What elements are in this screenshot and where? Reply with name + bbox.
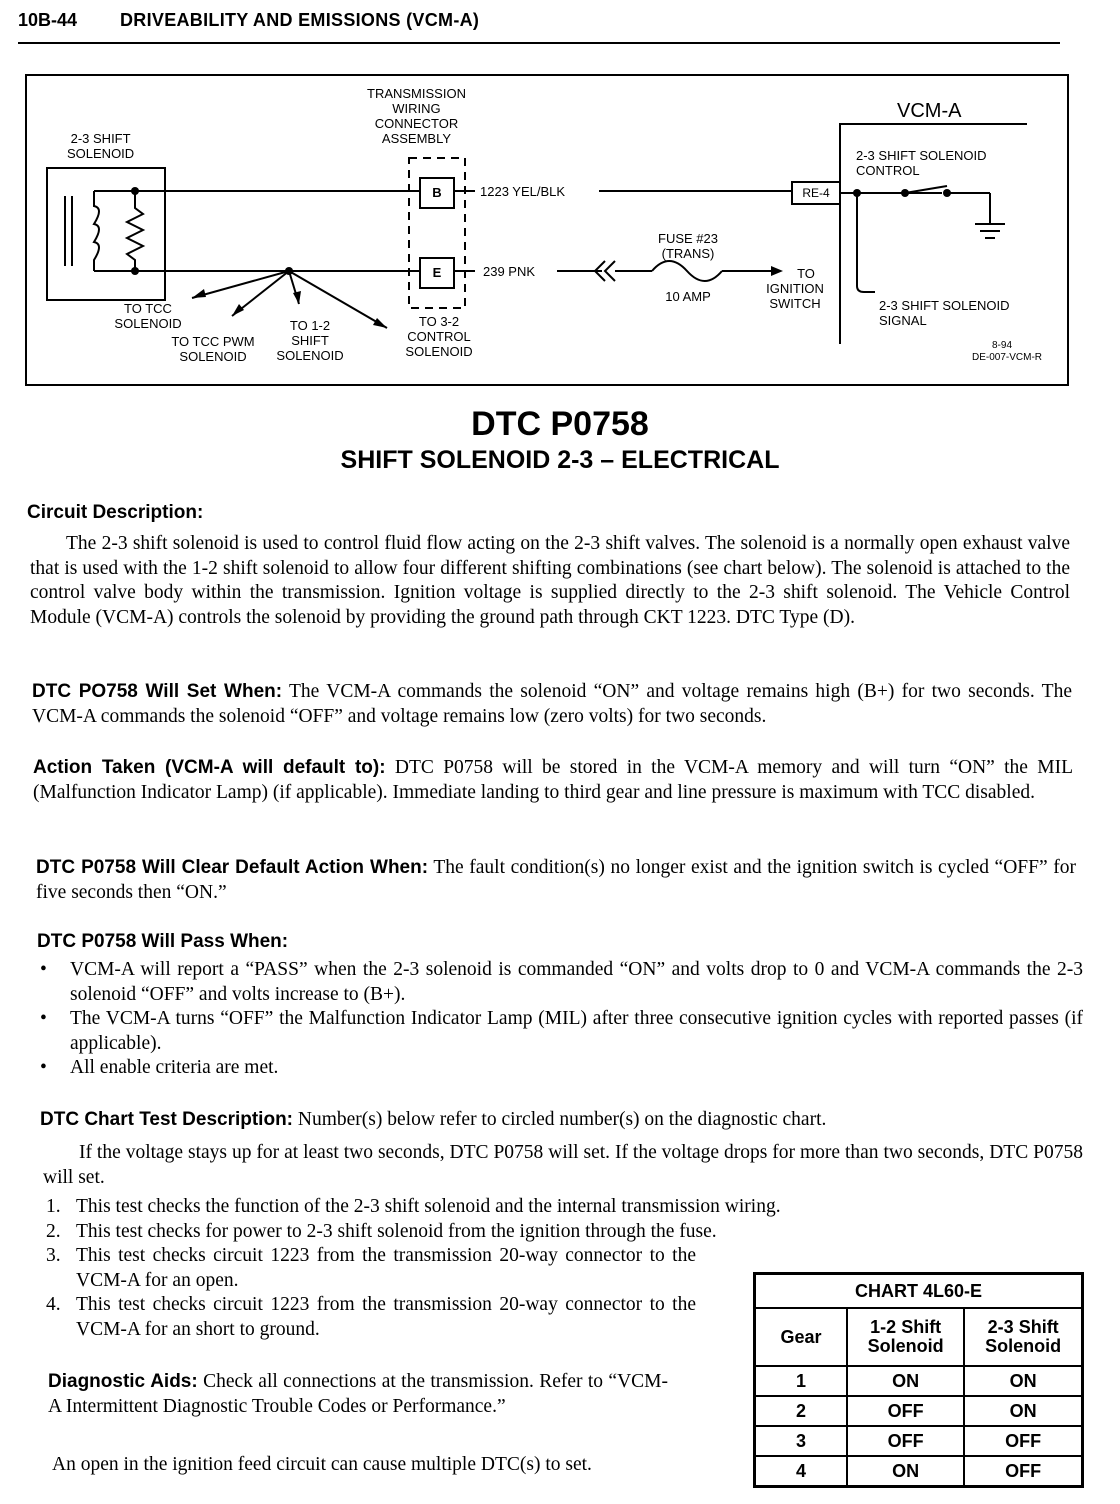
to-pwm-label [163, 334, 263, 364]
chart-test-intro: Number(s) below refer to circled number(s) on the diagnostic chart. [297, 1109, 827, 1130]
connector-label-line: WIRING [392, 101, 441, 116]
wire-1223-label: 1223 YEL/BLK [480, 184, 566, 199]
will-set-text: The VCM-A commands the solenoid “ON” and voltage remains high (B+) for two seconds. The VCM-A commands the solenoid “OFF” and voltage remains low (zero volts) for two seconds. [32, 681, 1072, 727]
fuse-label-line: (TRANS) [661, 246, 715, 261]
control-label-line: 2-3 SHIFT SOLENOID [856, 148, 987, 163]
bullet-icon: • [40, 959, 47, 980]
to-pwm-line: TO TCC PWM [171, 334, 255, 349]
fuse-label [642, 231, 734, 261]
clear-section [36, 856, 1076, 905]
test-text: This test checks for power to 2-3 shift solenoid from the ignition through the fuse. [76, 1220, 717, 1242]
page-number: 10B-44 [18, 10, 78, 30]
action-text: DTC P0758 will be stored in the VCM-A memory and will turn “ON” the MIL (Malfunction Indicator Lamp) (if applicable). Immediate landing to third gear and line pressure is maximum with TCC disabled. [33, 757, 1073, 803]
list-item [38, 958, 1083, 1007]
diagnostic-aids-heading: Diagnostic Aids: [48, 1371, 198, 1392]
signal-label-line: SIGNAL [879, 313, 927, 328]
chart-title: CHART 4L60-E [755, 1274, 1083, 1309]
table-row [755, 1426, 1083, 1456]
will-set-section [32, 680, 1072, 729]
solenoid-12-cell: OFF [847, 1396, 964, 1426]
column-header-line: Solenoid [985, 1336, 1062, 1356]
table-row [755, 1366, 1083, 1396]
test-number: 3. [46, 1245, 61, 1266]
test-text: This test checks circuit 1223 from the transmission 20-way connector to the VCM-A for an open. [76, 1245, 696, 1291]
ignition-label [755, 266, 835, 311]
table-row [755, 1396, 1083, 1426]
circuit-text: The 2-3 shift solenoid is used to control fluid flow acting on the 2-3 shift valves. The solenoid is a normally open exhaust valve that is used with the 1-2 shift solenoid to allow four different shifting combinations (see chart below). The solenoid is attached to the control valve body within the transmission. Ignition voltage is supplied directly to the 2-3 shift solenoid. The Vehicle Control Module (VCM-A) controls the solenoid by providing the ground path through CKT 1223. DTC Type (D). [30, 533, 1070, 628]
ignition-label-line: TO [797, 266, 815, 281]
list-item [38, 1007, 1083, 1056]
connector-label-line: ASSEMBLY [381, 131, 452, 146]
solenoid-12-cell: ON [847, 1456, 964, 1487]
test-text: This test checks the function of the 2-3 shift solenoid and the internal transmission wiring. [76, 1196, 781, 1217]
to-12-line: SOLENOID [276, 348, 344, 363]
solenoid-12-cell: OFF [847, 1426, 964, 1456]
to-12-label [267, 318, 353, 363]
action-section [33, 756, 1073, 805]
resistor-icon [127, 191, 143, 271]
wiring-diagram [25, 74, 1069, 386]
action-heading: Action Taken (VCM-A will default to): [33, 757, 386, 778]
control-label-line: CONTROL [856, 163, 920, 178]
column-header-line: 2-3 Shift [987, 1317, 1059, 1337]
gear-cell: 1 [755, 1366, 848, 1396]
ignition-label-line: IGNITION [766, 281, 824, 296]
pass-bullet-list [38, 958, 1083, 1081]
to-12-line: TO 1-2 [289, 318, 331, 333]
diagnostic-aids-text: Check all connections at the transmission. Refer to “VCM-A Intermittent Diagnostic Trouble Codes or Performance.” [48, 1371, 669, 1417]
list-item [46, 1293, 696, 1342]
solenoid-12-cell: ON [847, 1366, 964, 1396]
test-number: 1. [46, 1196, 61, 1217]
clear-text: The fault condition(s) no longer exist and the ignition switch is cycled “OFF” for five seconds then “ON.” [36, 857, 1076, 903]
diagnostic-aids-section [48, 1370, 668, 1419]
pin-b-label: B [432, 185, 442, 200]
connector-label-line: TRANSMISSION [367, 86, 466, 101]
wire-239-label: 239 PNK [483, 264, 536, 279]
fuse-label-line: FUSE #23 [658, 231, 718, 246]
chart-test-section [40, 1108, 1080, 1133]
signal-label [879, 298, 1010, 328]
test-number: 2. [46, 1220, 61, 1242]
to-32-label [393, 314, 485, 359]
list-item [46, 1220, 946, 1245]
clear-heading: DTC P0758 Will Clear Default Action When: [36, 857, 429, 878]
gear-cell: 3 [755, 1426, 848, 1456]
solenoid-label-line: 2-3 SHIFT [70, 131, 131, 146]
to-tcc-label [105, 301, 191, 331]
column-header-line: 1-2 Shift [870, 1317, 942, 1337]
date-code: 8-94 [991, 340, 1012, 351]
bullet-icon: • [40, 1057, 47, 1078]
bullet-text: All enable criteria are met. [70, 1057, 279, 1078]
bullet-text: The VCM-A turns “OFF” the Malfunction Indicator Lamp (MIL) after three consecutive ignition cycles with reported passes (if applicable). [70, 1008, 1083, 1054]
list-item [46, 1244, 696, 1293]
solenoid-label [67, 131, 134, 161]
gear-cell: 2 [755, 1396, 848, 1426]
to-tcc-line: SOLENOID [114, 316, 182, 331]
solenoid-23-cell: ON [964, 1396, 1082, 1426]
bullet-text: VCM-A will report a “PASS” when the 2-3 solenoid is commanded “ON” and volts drop to 0 and VCM-A commands the 2-3 solenoid “OFF” and volts increase to (B+). [70, 959, 1083, 1005]
column-header-23-solenoid [964, 1308, 1082, 1366]
to-32-line: SOLENOID [405, 344, 473, 359]
re4-terminal-label: RE-4 [802, 186, 830, 200]
dtc-code-title: DTC P0758 [471, 405, 649, 443]
vcm-title: VCM-A [897, 100, 962, 122]
solenoid-23-cell: ON [964, 1366, 1082, 1396]
test-text: This test checks circuit 1223 from the transmission 20-way connector to the VCM-A for an short to ground. [76, 1294, 696, 1340]
test-number: 4. [46, 1294, 61, 1315]
list-item [38, 1056, 1083, 1081]
chart-test-heading: DTC Chart Test Description: [40, 1109, 294, 1130]
gear-cell: 4 [755, 1456, 848, 1487]
connector-label [367, 86, 466, 146]
circuit-heading: Circuit Description: [27, 502, 204, 523]
chart-test-paragraph: If the voltage stays up for at least two seconds, DTC P0758 will set. If the voltage drops for more than two seconds, DTC P0758 will set. [43, 1142, 1083, 1188]
figure-id: DE-007-VCM-R [971, 352, 1042, 363]
shift-solenoid-chart [753, 1272, 1084, 1488]
diagnostic-aids-note: An open in the ignition feed circuit can cause multiple DTC(s) to set. [52, 1454, 592, 1475]
fuse-icon [652, 261, 722, 281]
to-pwm-line: SOLENOID [179, 349, 247, 364]
dtc-subtitle: SHIFT SOLENOID 2-3 – ELECTRICAL [340, 446, 780, 474]
ignition-label-line: SWITCH [769, 296, 821, 311]
to-12-line: SHIFT [291, 333, 329, 348]
column-header-12-solenoid [847, 1308, 964, 1366]
fuse-amp-label: 10 AMP [665, 289, 711, 304]
pin-e-label: E [432, 265, 442, 280]
page-header [18, 6, 1060, 44]
list-item [46, 1195, 946, 1220]
to-tcc-line: TO TCC [124, 301, 172, 316]
to-32-line: CONTROL [407, 329, 471, 344]
will-set-heading: DTC PO758 Will Set When: [32, 681, 283, 702]
solenoid-label-line: SOLENOID [67, 146, 135, 161]
table-row [755, 1456, 1083, 1487]
control-label [856, 148, 987, 178]
signal-label-line: 2-3 SHIFT SOLENOID [879, 298, 1010, 313]
connector-label-line: CONNECTOR [374, 116, 459, 131]
coil-icon [94, 191, 99, 271]
to-32-line: TO 3-2 [418, 314, 460, 329]
bullet-icon: • [40, 1008, 47, 1029]
column-header-gear: Gear [755, 1308, 848, 1366]
solenoid-23-cell: OFF [964, 1426, 1082, 1456]
pass-heading: DTC P0758 Will Pass When: [37, 931, 289, 952]
column-header-line: Solenoid [867, 1336, 944, 1356]
solenoid-23-cell: OFF [964, 1456, 1082, 1487]
section-title: DRIVEABILITY AND EMISSIONS (VCM-A) [120, 10, 480, 30]
